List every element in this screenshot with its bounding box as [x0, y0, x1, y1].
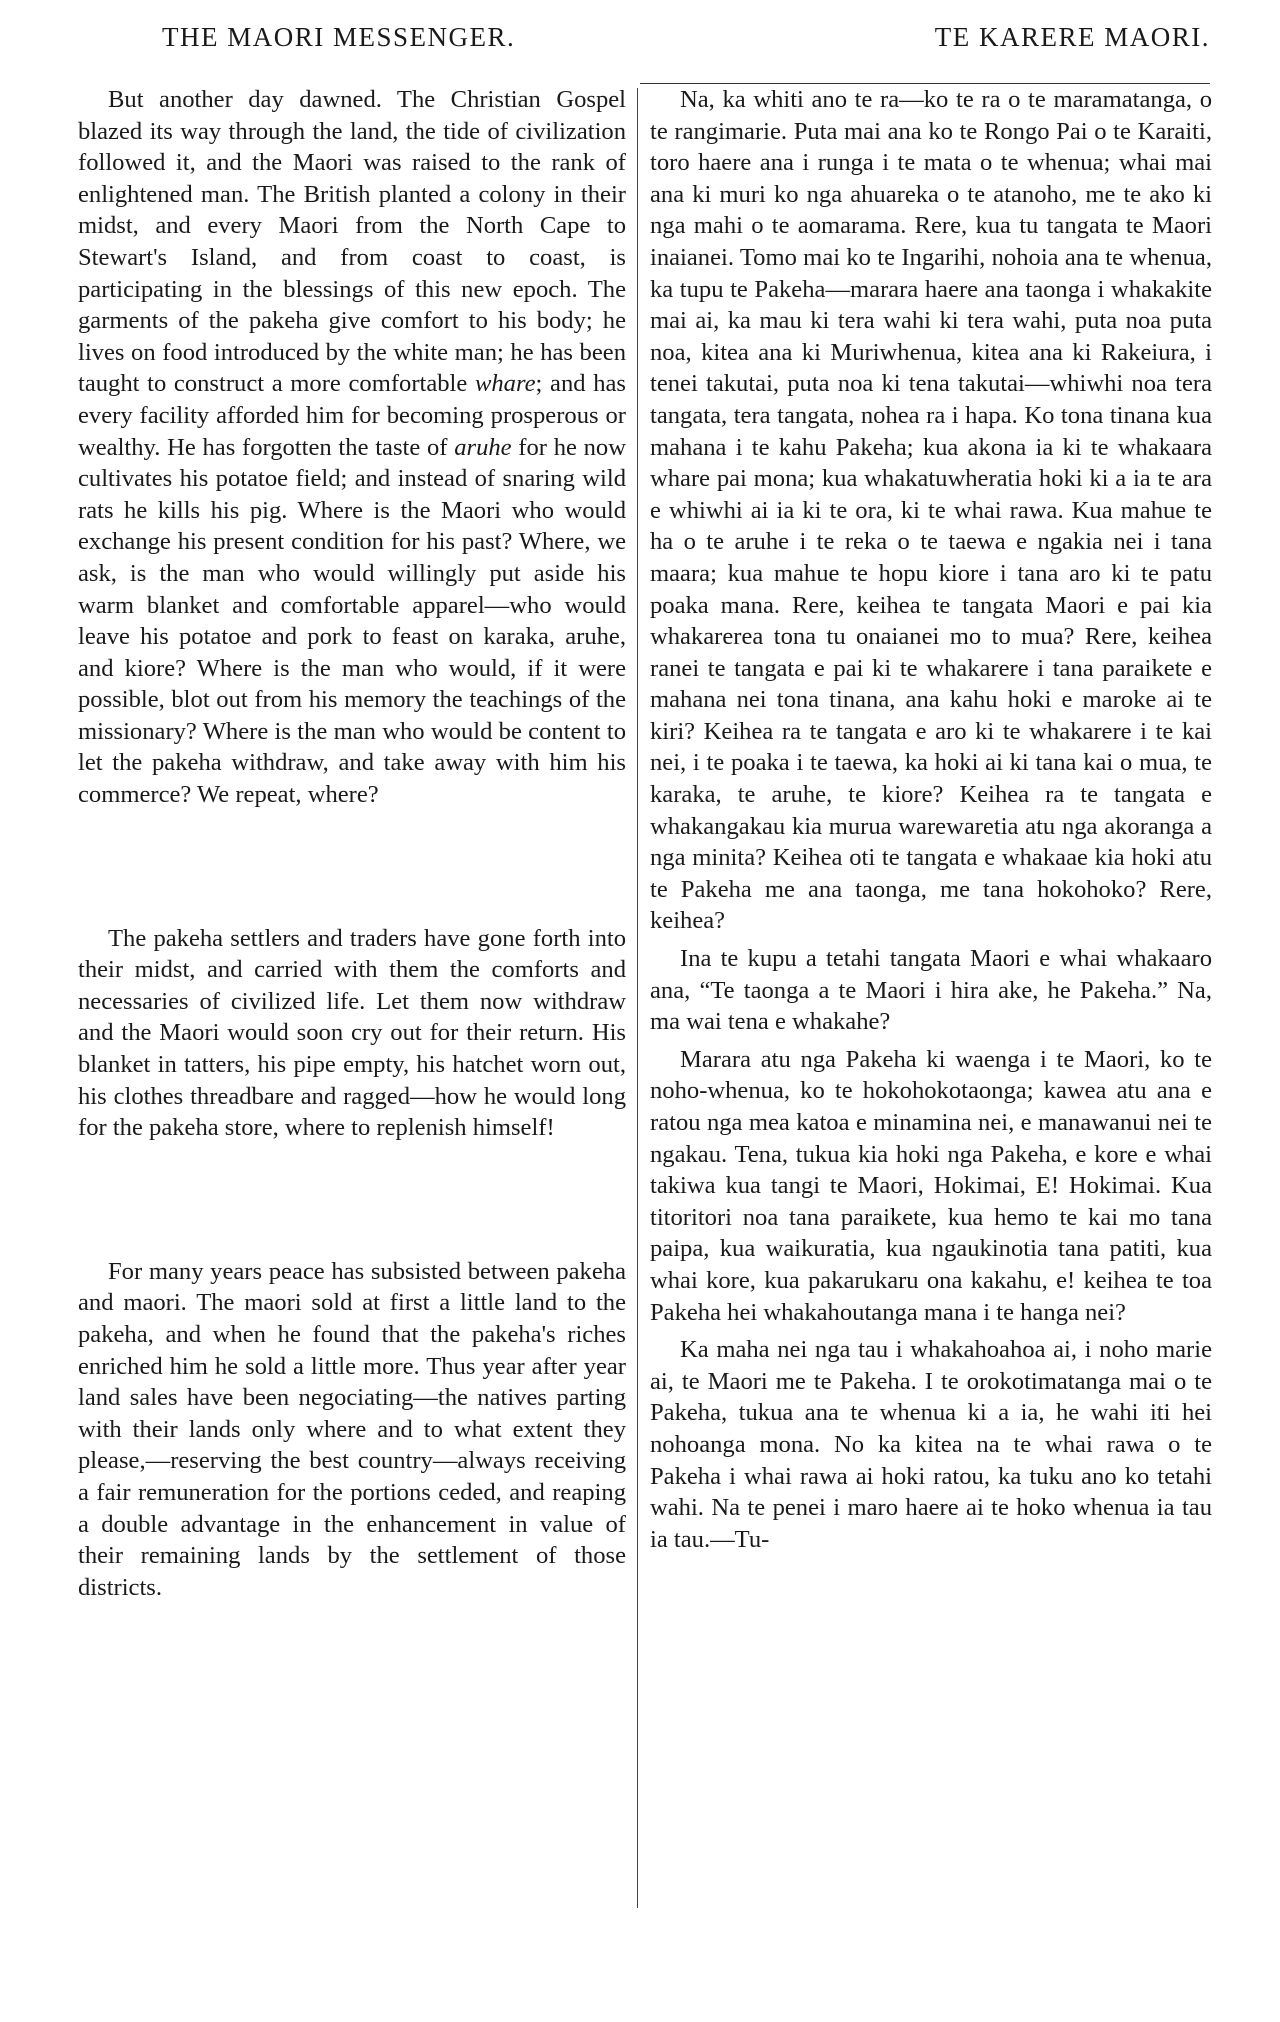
- english-title: THE MAORI MESSENGER.: [162, 22, 516, 52]
- english-paragraph-2: The pakeha settlers and traders have gone forth into their midst, and carried with them the comforts and necessaries of civilized life. Let them now withdraw and the Maori would soon cry out for their return. His blanket in tatters, his pipe empty, his hatchet worn out, his clothes threadbare and ragged—how he would long for the pakeha store, where to replenish himself!: [78, 924, 626, 1142]
- english-paragraph-1: But another day dawned. The Christian Gospel blazed its way through the land, the tide of civilization followed it, and the Maori was raised to the rank of enlightened man. The British planted a colony in their midst, and every Maori from the North Cape to Stewart's Island, and from coast to coast, is participating in the blessings of this new epoch. The garments of the pakeha give comfort to his body; he lives on food introduced by the white man; he has been taught to construct a more comfortable whare; and has every facility afforded him for becoming prosperous or wealthy. He has forgotten the taste of aruhe for he now cultivates his potatoe field; and instead of snaring wild rats he kills his pig. Where is the Maori who would exchange his present condition for his past? Where, we ask, is the man who would willingly put aside his warm blanket and comfortable apparel—who would leave his potatoe and pork to feast on karaka, aruhe, and kiore? Where is the man who would, if it were possible, blot out from his memory the teachings of the missionary? Where is the man who would be content to let the pakeha withdraw, and take away with him his commerce? We repeat, where?: [78, 86, 626, 809]
- maori-title: TE KARERE MAORI.: [934, 22, 1210, 52]
- english-column: [78, 84, 626, 1603]
- italic-word-aruhe: aruhe: [454, 433, 512, 461]
- maori-column: [650, 84, 1212, 1555]
- maori-paragraph-1: Na, ka whiti ano te ra—ko te ra o te maramatanga, o te rangimarie. Puta mai ana ko te Rongo Pai o te Karaiti, toro haere ana i runga i te mata o te whenua; whai mai ana ki muri ko nga ahuareka o te atanoho, me te ako ki nga mahi o te aomarama. Rere, kua tu tangata te Maori inaianei. Tomo mai ko te Ingarihi, nohoia ana te whenua, ka tupu te Pakeha—marara haere ana taonga i whakakite mai ai, ka mau ki tera wahi ki tera wahi, puta noa puta noa, kitea ana ki Muriwhenua, kitea ana ki Rakeiura, i tenei takutai, puta noa ki tena takutai—whiwhi noa tera tangata, tera tangata, nohea ra i hapa. Ko tona tinana kua mahana i te kahu Pakeha; kua akona ia ki te whakaara whare pai mona; kua whakatuwheratia hoki ki a ia te ara e whiwhi ai ia ki te ora, ki te whai rawa. Kua mahue te ha o te aruhe i te reka o te taewa e ngakia nei i tana maara; kua mahue te hopu kiore i tana aro ki te patu poaka mana. Rere, keihea te tangata Maori e pai kia whakarerea tona tu onaianei mo to mua? Rere, keihea ranei te tangata e pai ki te whakarere i tana paraikete e mahana nei tona tinana, ana kahu hoki e maroke ai te kiri? Keihea ra te tangata e aro ki te whakarere i te kai nei, i te poaka i te taewa, ka hoki ai ki tana kai o mua, te karaka, te aruhe, te kiore? Keihea ra te tangata e whakangakau kia murua warewaretia atu nga akoranga a nga minita? Keihea oti te tangata e whakaae kia hoki atu te Pakeha me ana taonga, me tana hokohoko? Rere, keihea?: [650, 86, 1212, 935]
- column-divider: [637, 88, 638, 1908]
- running-head: [100, 22, 1210, 62]
- maori-paragraph-3: Marara atu nga Pakeha ki waenga i te Maori, ko te noho-whenua, ko te hokohokotaonga; kawea atu ana e ratou nga mea katoa e minamina nei, e manawanui nei te ngakau. Tena, tukua kia hoki nga Pakeha, e kore e whai takiwa kua tangi te Maori, Hokimai, E! Hokimai. Kua titoritori noa tana paraikete, kua hemo te kai mo tana paipa, kua waikuratia, kua ngaukinotia tana patiti, kua whai kore, kua pakarukaru ona kakahu, e! keihea te toa Pakeha hei whakahoutanga mana i te hanga nei?: [650, 1045, 1212, 1326]
- maori-paragraph-4: Ka maha nei nga tau i whakahoahoa ai, i noho marie ai, te Maori me te Pakeha. I te orokotimatanga mai o te Pakeha, tukua ana te whenua ki a ia, he wahi iti hei nohoanga mona. No ka kitea na te whai rawa o te Pakeha i whai rawa ai hoki ratou, ka tuku ano ko tetahi wahi. Na te penei i maro haere ai te hoko whenua ia tau ia tau.—Tu-: [650, 1336, 1212, 1553]
- italic-word-whare: whare: [474, 370, 536, 398]
- maori-paragraph-2: Ina te kupu a tetahi tangata Maori e whai whakaaro ana, “Te taonga a te Maori i hira ake, he Pakeha.” Na, ma wai tena e whakahe?: [650, 945, 1212, 1036]
- english-paragraph-3: For many years peace has subsisted between pakeha and maori. The maori sold at first a little land to the pakeha, and when he found that the pakeha's riches enriched him he sold a little more. Thus year after year land sales have been negociating—the natives parting with their lands only where and to what extent they please,—reserving the best country—always receiving a fair remuneration for the portions ceded, and reaping a double advantage in the enhancement in value of their remaining lands by the settlement of those districts.: [78, 1257, 626, 1601]
